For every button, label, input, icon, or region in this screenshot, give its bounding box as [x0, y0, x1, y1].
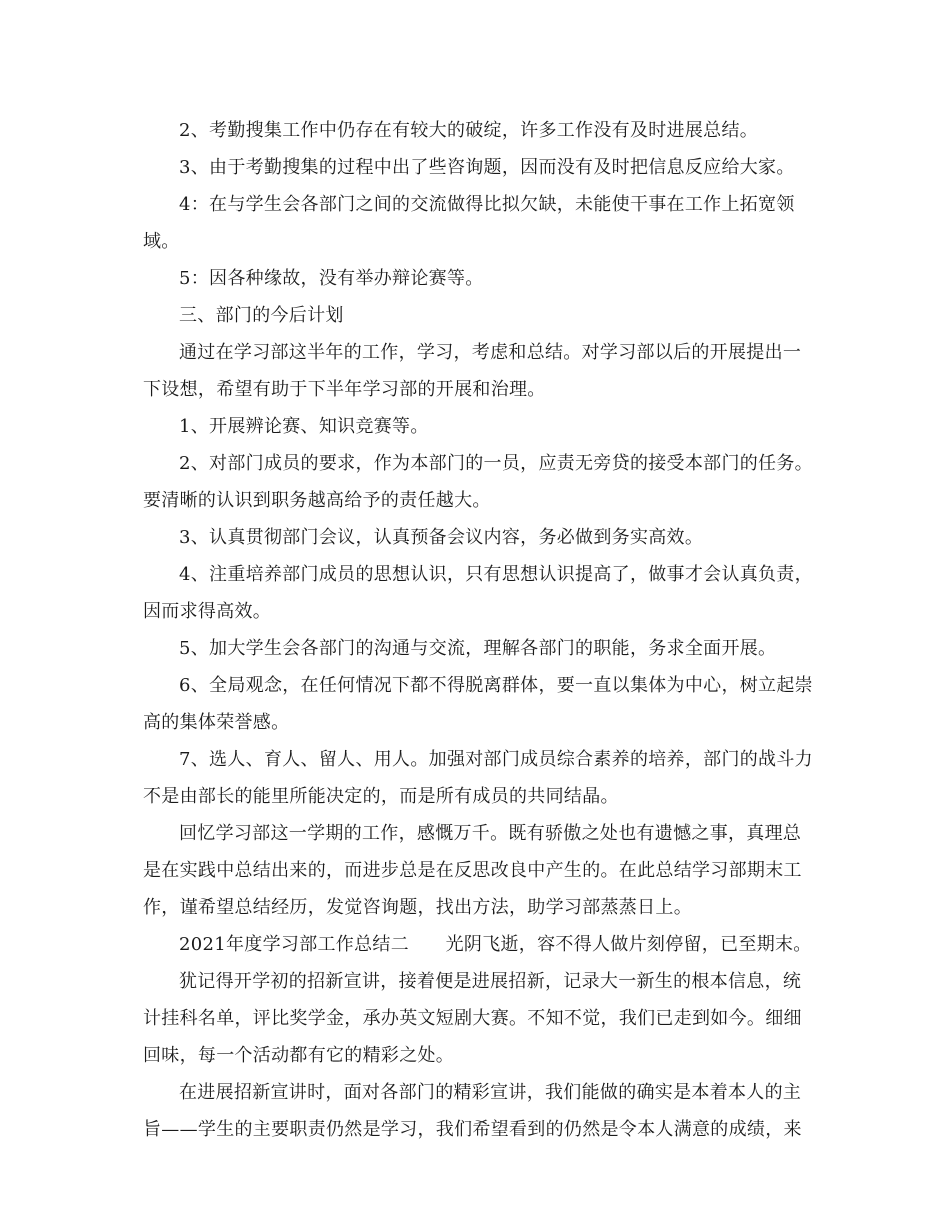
plan-item-7: 7、选人、育人、留人、用人。加强对部门成员综合素养的培养，部门的战斗力不是由部长的能里所能决定的，而是所有成员的共同结晶。 [143, 749, 813, 807]
paragraph-recruitment: 在进展招新宣讲时，面对各部门的精彩宣讲，我们能做的确实是本着本人的主旨——学生的主要职责仍然是学习，我们希望看到的仍然是令本人满意的成绩，来 [143, 1082, 802, 1140]
paragraph-4: 5：因各种缘故，没有举办辩论赛等。 [179, 268, 484, 289]
document-body [143, 112, 813, 1148]
plan-item-4: 4、注重培养部门成员的思想认识，只有思想认识提高了，做事才会认真负责，因而求得高效。 [143, 564, 813, 622]
plan-item-1: 1、开展辨论赛、知识竞赛等。 [179, 416, 429, 437]
plan-item-3: 3、认真贯彻部门会议，认真预备会议内容，务必做到务实高效。 [179, 527, 704, 548]
plan-item-5: 5、加大学生会各部门的沟通与交流，理解各部门的职能，务求全面开展。 [179, 638, 777, 659]
plan-item-6: 6、全局观念，在任何情况下都不得脱离群体，要一直以集体为中心，树立起崇高的集体荣誉感。 [143, 675, 813, 733]
paragraph-6: 通过在学习部这半年的工作，学习，考虑和总结。对学习部以后的开展提出一下设想，希望有助于下半年学习部的开展和治理。 [143, 342, 802, 400]
section-heading: 三、部门的今后计划 [179, 305, 344, 326]
paragraph-3: 4：在与学生会各部门之间的交流做得比拟欠缺，未能使干事在工作上拓宽领域。 [143, 194, 795, 252]
paragraph-summary-two-title: 2021年度学习部工作总结二 光阴飞逝，容不得人做片刻停留，已至期末。 [179, 934, 812, 955]
paragraph-reflection: 回忆学习部这一学期的工作，感慨万千。既有骄傲之处也有遗憾之事，真理总是在实践中总结出来的，而进步总是在反思改良中产生的。在此总结学习部期末工作，谨希望总结经历，发觉咨询题，找出方法，助学习部蒸蒸日上。 [143, 823, 802, 918]
plan-item-2: 2、对部门成员的要求，作为本部门的一员，应责无旁贷的接受本部门的任务。要清晰的认识到职务越高给予的责任越大。 [143, 453, 813, 511]
paragraph-memories: 犹记得开学初的招新宣讲，接着便是进展招新，记录大一新生的根本信息，统计挂科名单，评比奖学金，承办英文短剧大赛。不知不觉，我们已走到如今。细细回味，每一个活动都有它的精彩之处。 [143, 971, 802, 1066]
paragraph-2: 3、由于考勤搜集的过程中出了些咨询题，因而没有及时把信息反应给大家。 [179, 157, 795, 178]
paragraph-1: 2、考勤搜集工作中仍存在有较大的破绽，许多工作没有及时进展总结。 [179, 120, 759, 141]
